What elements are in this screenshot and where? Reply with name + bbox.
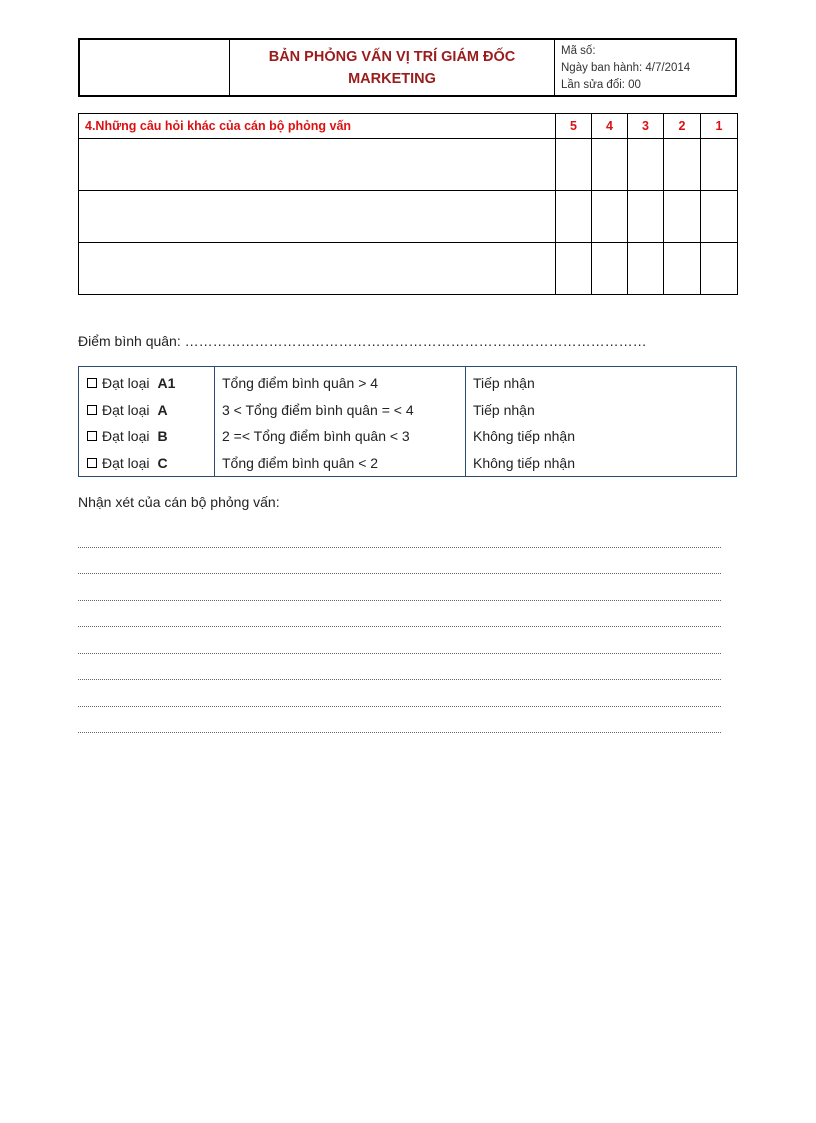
score-header: 1 — [701, 114, 738, 139]
comment-line[interactable] — [78, 627, 721, 654]
score-cell[interactable] — [592, 191, 628, 243]
grade-code: C — [157, 454, 168, 471]
score-header: 5 — [556, 114, 592, 139]
grade-code: A — [157, 401, 168, 418]
average-score-line: Điểm bình quân: ……………………………………………………………………………………… — [78, 333, 647, 349]
grade-option[interactable] — [87, 370, 214, 397]
result-text: Không tiếp nhận — [473, 428, 575, 444]
grade-column — [79, 367, 215, 476]
score-cell[interactable] — [628, 139, 664, 191]
questions-table — [78, 113, 738, 295]
comment-line[interactable] — [78, 680, 721, 707]
score-header: 3 — [628, 114, 664, 139]
grade-code: A1 — [157, 375, 176, 391]
grade-option[interactable] — [87, 397, 214, 424]
grade-label: Đạt loại — [102, 375, 150, 391]
result-text: Tiếp nhận — [473, 375, 535, 391]
grade-code: B — [157, 428, 168, 444]
result-column — [466, 367, 736, 476]
score-cell[interactable] — [556, 243, 592, 295]
comments-lines[interactable] — [78, 521, 721, 733]
title-line-2: MARKETING — [348, 70, 436, 87]
condition-text: Tổng điểm bình quân > 4 — [222, 375, 379, 391]
grade-label: Đạt loại — [102, 454, 150, 471]
comments-label: Nhận xét của cán bộ phỏng vấn: — [78, 494, 280, 510]
document-header — [78, 38, 737, 97]
condition-text: 3 < Tổng điểm bình quân = < 4 — [222, 401, 414, 418]
condition-text: Tổng điểm bình quân < 2 — [222, 454, 379, 471]
classification-table — [78, 366, 737, 477]
title-line-1: BẢN PHỎNG VẤN VỊ TRÍ GIÁM ĐỐC — [268, 48, 516, 65]
score-cell[interactable] — [664, 191, 701, 243]
issue-date: Ngày ban hành: 4/7/2014 — [561, 62, 691, 74]
score-header: 2 — [664, 114, 701, 139]
logo-cell — [80, 40, 230, 95]
score-cell[interactable] — [628, 243, 664, 295]
questions-heading: 4.Những câu hỏi khác của cán bộ phỏng vấn — [79, 114, 556, 139]
question-cell[interactable] — [79, 191, 556, 243]
grade-option[interactable] — [87, 450, 214, 477]
document-meta — [555, 40, 735, 95]
checkbox-icon[interactable] — [87, 378, 97, 388]
question-row — [79, 191, 738, 243]
score-cell[interactable] — [701, 191, 738, 243]
question-cell[interactable] — [79, 139, 556, 191]
score-cell[interactable] — [664, 139, 701, 191]
comment-line[interactable] — [78, 654, 721, 681]
score-cell[interactable] — [556, 139, 592, 191]
question-cell[interactable] — [79, 243, 556, 295]
result-text: Tiếp nhận — [473, 401, 535, 418]
comment-line[interactable] — [78, 601, 721, 628]
result-text: Không tiếp nhận — [473, 454, 575, 471]
document-title — [230, 40, 555, 95]
comment-line[interactable] — [78, 707, 721, 734]
grade-label: Đạt loại — [102, 401, 150, 418]
checkbox-icon[interactable] — [87, 405, 97, 415]
question-row — [79, 139, 738, 191]
revision: Lần sửa đổi: 00 — [561, 79, 641, 91]
checkbox-icon[interactable] — [87, 458, 97, 468]
grade-option[interactable] — [87, 423, 214, 450]
code-label: Mã số: — [561, 45, 596, 57]
comment-line[interactable] — [78, 548, 721, 575]
condition-column — [215, 367, 466, 476]
score-cell[interactable] — [592, 243, 628, 295]
comment-line[interactable] — [78, 574, 721, 601]
score-cell[interactable] — [592, 139, 628, 191]
checkbox-icon[interactable] — [87, 431, 97, 441]
score-cell[interactable] — [701, 243, 738, 295]
grade-label: Đạt loại — [102, 428, 150, 444]
comment-line[interactable] — [78, 521, 721, 548]
score-cell[interactable] — [628, 191, 664, 243]
score-cell[interactable] — [556, 191, 592, 243]
score-header: 4 — [592, 114, 628, 139]
condition-text: 2 =< Tổng điểm bình quân < 3 — [222, 428, 410, 444]
question-row — [79, 243, 738, 295]
score-cell[interactable] — [664, 243, 701, 295]
score-cell[interactable] — [701, 139, 738, 191]
questions-header-row — [79, 114, 738, 139]
